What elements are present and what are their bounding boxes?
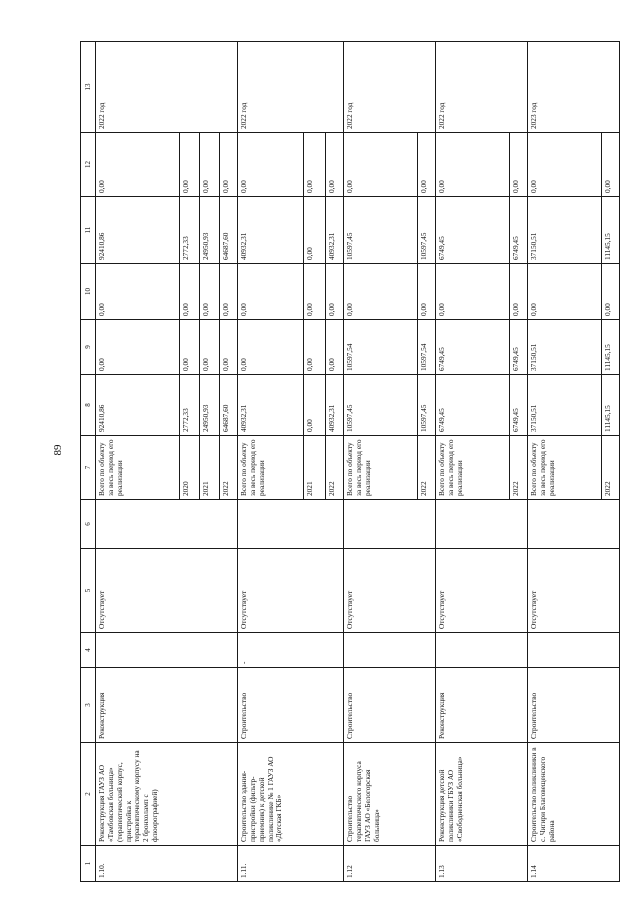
column-4-value: - [238,633,344,668]
work-type: Реконструкция [436,668,528,743]
page-number: 89 [52,444,64,456]
amount-total: 6749,45 [436,375,510,436]
amount-total: 0,00 [304,375,326,436]
column-6-value [436,500,528,549]
column-4-value [96,633,238,668]
completion-year: 2022 год [238,42,344,133]
amount-col-10: 0,00 [220,264,238,320]
column-number: 9 [81,320,96,375]
column-number: 12 [81,133,96,197]
amount-col-9: 11145,15 [602,320,620,375]
work-type: Строительство [344,668,436,743]
amount-total: 37150,51 [528,375,602,436]
year-label: 2022 [510,436,528,500]
row-number: 1.12 [344,846,436,882]
amount-col-10: 0,00 [326,264,344,320]
amount-total: 2772,33 [180,375,200,436]
amount-col-9: 0,00 [304,320,326,375]
amount-col-9: 10597,54 [344,320,418,375]
amount-col-9: 37150,51 [528,320,602,375]
year-label: 2021 [304,436,326,500]
completion-year: 2022 год [96,42,238,133]
amount-col-11: 24950,93 [200,197,220,264]
column-number: 1 [81,846,96,882]
object-name: Реконструкция ГАУЗ АО «Тамбовская больница» (терапевтический корпус, пристройка к терапевтическому корпусу на 2 бронхоламп с флюорографией) [96,743,238,846]
amount-total: 24950,93 [200,375,220,436]
row-number: 1.13 [436,846,528,882]
design-docs-status: Отсутствует [436,549,528,633]
amount-col-10: 0,00 [344,264,418,320]
object-name: Строительство терапевтического корпуса ГАУЗ АО «Белогорская больница» [344,743,436,846]
amount-col-10: 0,00 [418,264,436,320]
column-number: 6 [81,500,96,549]
period-label: Всего по объекту за весь период его реализации [238,436,304,500]
amount-col-10: 0,00 [180,264,200,320]
amount-col-12: 0,00 [200,133,220,197]
column-number: 10 [81,264,96,320]
column-number-row [81,42,96,882]
amount-col-11: 6749,45 [510,197,528,264]
amount-col-12: 0,00 [326,133,344,197]
column-number: 4 [81,633,96,668]
amount-col-12: 0,00 [344,133,418,197]
column-number: 8 [81,375,96,436]
amount-col-10: 0,00 [96,264,180,320]
completion-year: 2022 год [436,42,528,133]
year-label: 2022 [220,436,238,500]
amount-col-11: 0,00 [304,197,326,264]
object-row [344,42,418,882]
amount-col-12: 0,00 [180,133,200,197]
work-type: Строительство [528,668,620,743]
year-label: 2022 [418,436,436,500]
amount-col-12: 0,00 [602,133,620,197]
amount-total: 10597,45 [418,375,436,436]
amount-col-11: 6749,45 [436,197,510,264]
amount-col-11: 37150,51 [528,197,602,264]
amount-col-9: 0,00 [180,320,200,375]
objects-table [80,41,620,882]
column-6-value [344,500,436,549]
year-label: 2021 [200,436,220,500]
table-body [81,42,620,882]
amount-col-12: 0,00 [528,133,602,197]
column-number: 3 [81,668,96,743]
amount-col-9: 0,00 [220,320,238,375]
amount-total: 6749,45 [510,375,528,436]
column-number: 7 [81,436,96,500]
year-label: 2022 [326,436,344,500]
column-4-value [436,633,528,668]
row-number: 1.11. [238,846,344,882]
design-docs-status: Отсутствует [528,549,620,633]
amount-col-12: 0,00 [304,133,326,197]
amount-total: 10597,45 [344,375,418,436]
amount-col-12: 0,00 [436,133,510,197]
column-number: 13 [81,42,96,133]
amount-col-12: 0,00 [510,133,528,197]
amount-col-9: 0,00 [96,320,180,375]
amount-col-10: 0,00 [510,264,528,320]
object-name: Строительство здания-пристройки (фильтр-приемник) к детской поликлинике № 1 ГАУЗ АО «Детская ГКБ» [238,743,344,846]
year-label: 2020 [180,436,200,500]
object-row [436,42,510,882]
amount-col-12: 0,00 [96,133,180,197]
work-type: Строительство [238,668,344,743]
amount-total: 40932,31 [326,375,344,436]
amount-col-10: 0,00 [200,264,220,320]
column-number: 5 [81,549,96,633]
column-4-value [528,633,620,668]
amount-col-10: 0,00 [436,264,510,320]
amount-col-11: 40932,31 [238,197,304,264]
amount-col-12: 0,00 [220,133,238,197]
amount-col-10: 0,00 [528,264,602,320]
year-label: 2022 [602,436,620,500]
amount-col-9: 6749,45 [510,320,528,375]
column-4-value [344,633,436,668]
amount-col-9: 6749,45 [436,320,510,375]
amount-col-11: 11145,15 [602,197,620,264]
amount-col-9: 0,00 [326,320,344,375]
amount-total: 64687,60 [220,375,238,436]
row-number: 1.14 [528,846,620,882]
amount-col-10: 0,00 [238,264,304,320]
column-6-value [528,500,620,549]
work-type: Реконструкция [96,668,238,743]
amount-total: 92410,86 [96,375,180,436]
amount-col-9: 10597,54 [418,320,436,375]
object-row [528,42,602,882]
amount-col-10: 0,00 [602,264,620,320]
object-row [96,42,180,882]
amount-total: 11145,15 [602,375,620,436]
period-label: Всего по объекту за весь период его реализации [96,436,180,500]
amount-col-11: 2772,33 [180,197,200,264]
amount-col-9: 0,00 [238,320,304,375]
amount-col-11: 64687,60 [220,197,238,264]
completion-year: 2023 год [528,42,620,133]
object-name: Строительство поликлиники в с. Чигири Благовещенского района [528,743,620,846]
column-number: 11 [81,197,96,264]
object-row [238,42,304,882]
amount-col-10: 0,00 [304,264,326,320]
amount-col-11: 10597,45 [344,197,418,264]
period-label: Всего по объекту за весь период его реализации [436,436,510,500]
amount-col-11: 40932,31 [326,197,344,264]
column-6-value [96,500,238,549]
amount-col-12: 0,00 [238,133,304,197]
column-6-value [238,500,344,549]
row-number: 1.10. [96,846,238,882]
period-label: Всего по объекту за весь период его реализации [344,436,418,500]
amount-col-9: 0,00 [200,320,220,375]
design-docs-status: Отсутствует [344,549,436,633]
object-name: Реконструкция детской поликлиники ГБУЗ АО «Свободненская больница» [436,743,528,846]
amount-col-11: 92410,86 [96,197,180,264]
completion-year: 2022 год [344,42,436,133]
period-label: Всего по объекту за весь период его реализации [528,436,602,500]
design-docs-status: Отсутствует [238,549,344,633]
amount-total: 40932,31 [238,375,304,436]
column-number: 2 [81,743,96,846]
amount-col-11: 10597,45 [418,197,436,264]
rotated-document-table [80,42,613,882]
amount-col-12: 0,00 [418,133,436,197]
design-docs-status: Отсутствует [96,549,238,633]
